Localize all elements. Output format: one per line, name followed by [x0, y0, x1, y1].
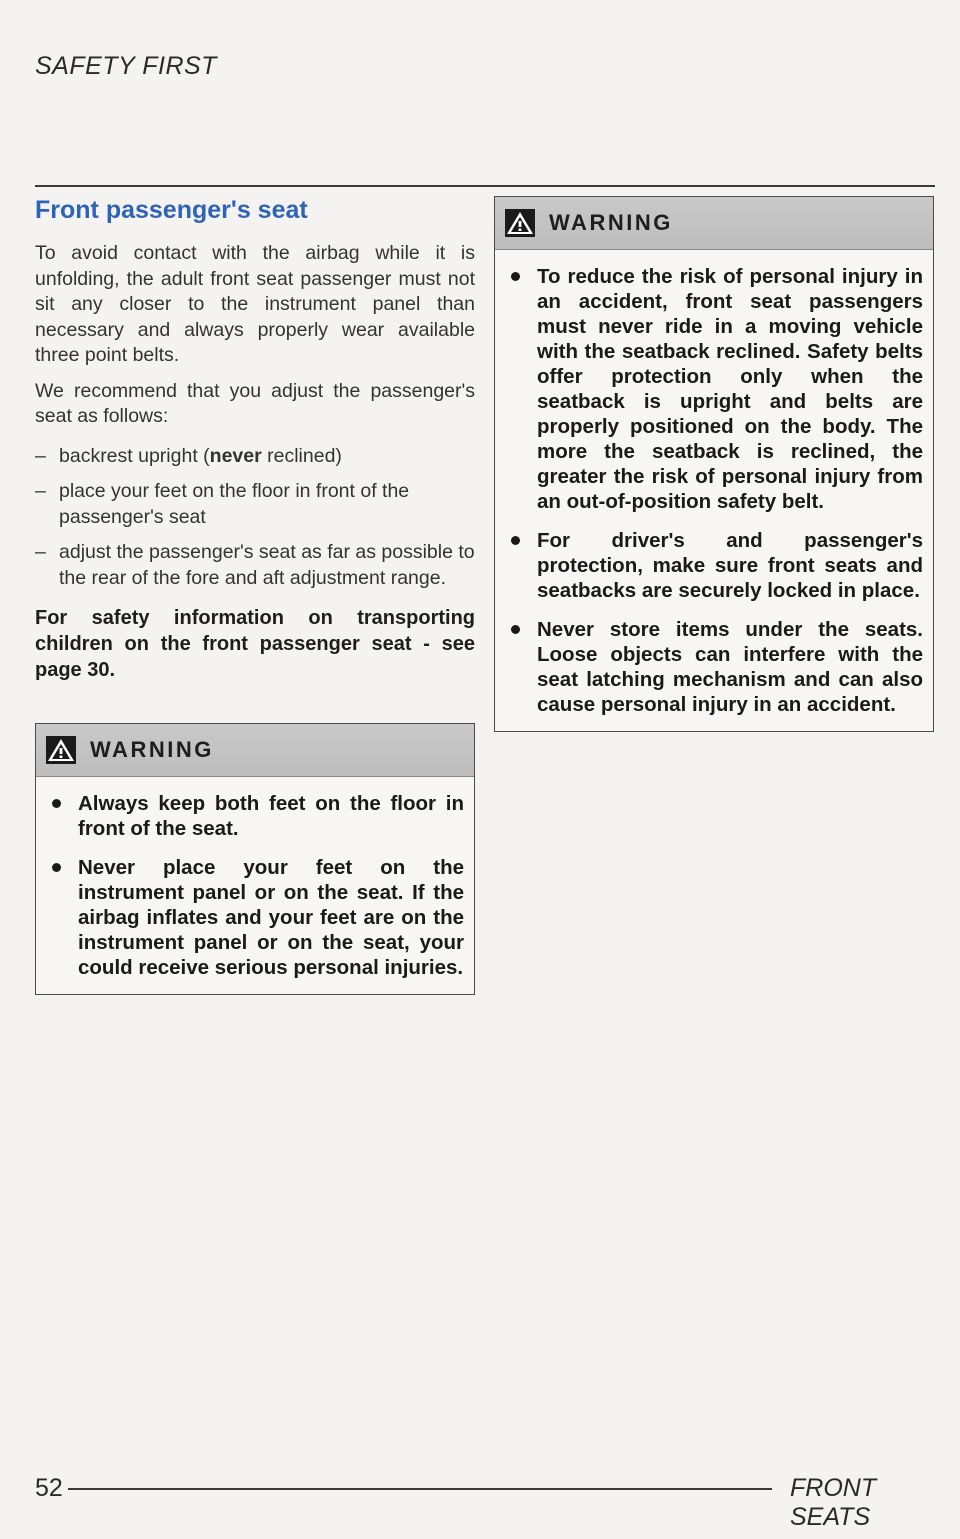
- right-column: [494, 196, 934, 732]
- warning-triangle-icon: [505, 209, 535, 237]
- warning-label: WARNING: [90, 737, 214, 762]
- list-item: – place your feet on the floor in front of the passenger's seat: [35, 480, 410, 528]
- warning-triangle-icon: [46, 736, 76, 764]
- warning-item: Never store items under the seats. Loose objects can interfere with the seat latching mechanism and can also cause personal injury in an accident.: [507, 617, 923, 717]
- running-header: SAFETY FIRST: [35, 52, 217, 80]
- bullet-icon: [511, 536, 520, 545]
- warning-body: [36, 777, 474, 994]
- intro-paragraph: To avoid contact with the airbag while it is unfolding, the adult front seat passenger must not sit any closer to the instrument panel than necessary and always properly wear available three point belts.: [35, 242, 475, 366]
- dash-marker: –: [35, 541, 46, 563]
- emphasis-never: never: [209, 444, 262, 467]
- footer-divider: [68, 1488, 772, 1490]
- bullet-icon: [511, 272, 520, 281]
- list-item: – adjust the passenger's seat as far as possible to the rear of the fore and aft adjustment range.: [35, 541, 475, 589]
- dash-marker: –: [35, 480, 46, 502]
- footer-section-title: FRONT SEATS: [790, 1474, 877, 1531]
- bullet-icon: [511, 625, 520, 634]
- warning-label: WARNING: [549, 210, 673, 235]
- warning-item: Always keep both feet on the floor in front of the seat.: [48, 791, 464, 841]
- warning-item: Never place your feet on the instrument panel or on the seat. If the airbag inflates and your feet are on the instrument panel or on the seat, your could receive serious personal injuries.: [48, 855, 464, 980]
- warning-box-left: [35, 723, 475, 995]
- warning-header: [36, 724, 474, 777]
- recommend-paragraph: We recommend that you adjust the passenger's seat as follows:: [35, 379, 475, 427]
- dash-marker: –: [35, 444, 46, 467]
- warning-item: To reduce the risk of personal injury in an accident, front seat passengers must never ride in a moving vehicle with the seatback reclined. Safety belts offer protection only when the seatback is upright and belts are properly positioned on the body. The more the seatback is reclined, the greater the risk of personal injury from an out-of-position safety belt.: [507, 264, 923, 514]
- left-column: [35, 196, 475, 995]
- bullet-icon: [52, 863, 61, 872]
- page-number: 52: [35, 1474, 63, 1502]
- warning-item: For driver's and passenger's protection, make sure front seats and seatbacks are securely locked in place.: [507, 528, 923, 603]
- warning-body: [495, 250, 933, 731]
- top-divider: [35, 185, 935, 187]
- adjustment-list: [35, 444, 475, 592]
- warning-header: [495, 197, 933, 250]
- list-item: – backrest upright (never reclined): [35, 444, 475, 470]
- cross-reference: For safety information on transporting children on the front passenger seat - see page 30.: [35, 607, 475, 681]
- section-title: Front passenger's seat: [35, 196, 308, 224]
- bullet-icon: [52, 799, 61, 808]
- warning-box-right: [494, 196, 934, 732]
